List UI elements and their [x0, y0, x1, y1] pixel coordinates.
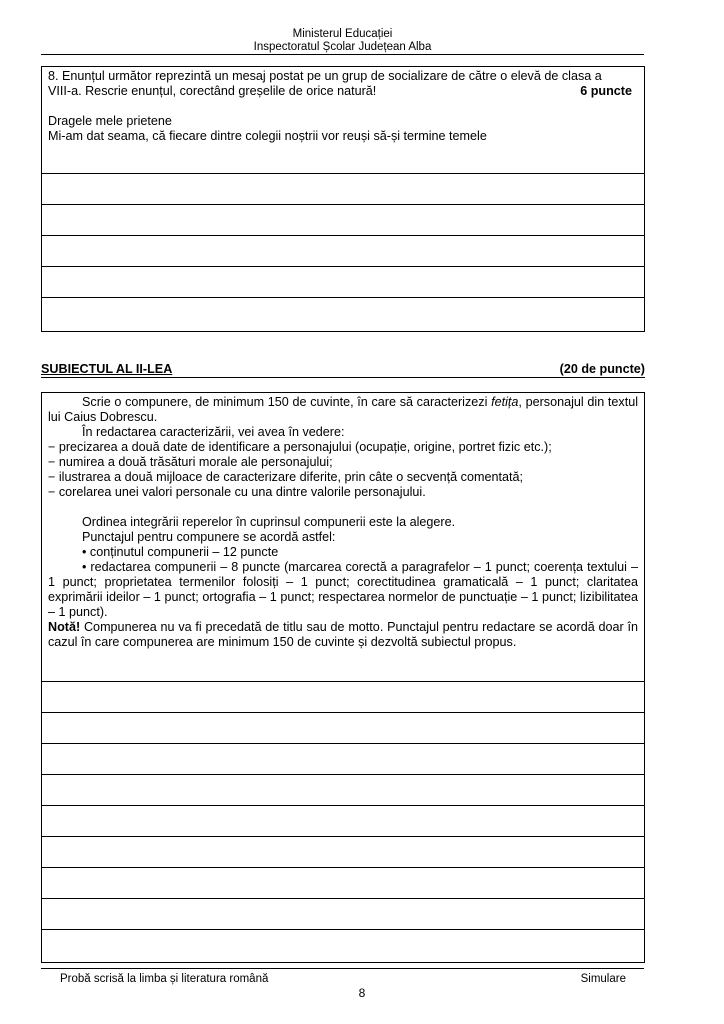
character-name: fetița — [491, 395, 519, 409]
exercise-8-prompt-line2: VIII-a. Rescrie enunțul, corectând greșelile de orice natură! — [48, 84, 377, 98]
page-header — [41, 28, 644, 53]
header-ministry: Ministerul Educației — [292, 28, 393, 40]
section-2-title: SUBIECTUL AL II-LEA — [41, 362, 173, 376]
writing-line[interactable] — [42, 173, 644, 204]
header-divider — [41, 54, 644, 55]
writing-line[interactable] — [42, 712, 644, 743]
criterion-item: − ilustrarea a două mijloace de caracterizare diferite, prin câte o secvență comentată; — [48, 470, 523, 484]
writing-lines[interactable] — [42, 173, 644, 331]
instructions-heading: În redactarea caracterizării, vei avea în vedere: — [82, 425, 345, 439]
writing-line[interactable] — [42, 266, 644, 297]
note-label: Notă! — [48, 620, 81, 634]
footer-exam-name: Probă scrisă la limba și literatura română — [60, 973, 269, 985]
writing-line[interactable] — [42, 204, 644, 235]
writing-line[interactable] — [42, 743, 644, 774]
header-inspectorate: Inspectoratul Școlar Județean Alba — [253, 40, 432, 53]
criterion-item: − corelarea unei valori personale cu una dintre valorile personajului. — [48, 485, 426, 499]
note: Notă! Compunerea nu va fi precedată de titlu sau de motto. Punctajul pentru redactare se acordă doar în cazul în care compunerea are minimum 150 de cuvinte și dezvoltă subiectul propus. — [48, 620, 638, 649]
message-greeting: Dragele mele prietene — [48, 114, 172, 128]
scoring-heading: Punctajul pentru compunere se acordă astfel: — [82, 530, 336, 544]
scoring-redaction: • redactarea compunerii – 8 puncte (marcarea corectă a paragrafelor – 1 punct; coerența textului – 1 punct; proprietatea termenilor folosiți – 1 punct; corectitudinea gramaticală – 1 punct; claritatea exprimării ideilor – 1 punct; ortografia – 1 punct; respectarea normelor de punctuație – 1 punct; lizibilitatea – 1 punct). — [48, 560, 638, 619]
message-text: Mi-am dat seama, că fiecare dintre colegii noștrii vor reuși să-și termine temele — [48, 129, 487, 143]
page-number: 8 — [358, 986, 366, 1000]
section-2-box — [41, 392, 645, 963]
writing-line[interactable] — [42, 898, 644, 929]
scoring-content: • conținutul compunerii – 12 puncte — [82, 545, 279, 559]
footer-divider — [41, 968, 644, 969]
writing-line[interactable] — [42, 297, 644, 331]
exercise-8-points: 6 puncte — [580, 84, 632, 98]
writing-lines[interactable] — [42, 681, 644, 962]
writing-line[interactable] — [42, 805, 644, 836]
writing-line[interactable] — [42, 929, 644, 962]
writing-line[interactable] — [42, 836, 644, 867]
exercise-8-prompt-line1: 8. Enunțul următor reprezintă un mesaj postat pe un grup de socializare de către o elevă de clasa a — [48, 69, 602, 83]
essay-prompt: Scrie o compunere, de minimum 150 de cuvinte, în care să caracterizezi fetița, personajul din textul lui Caius Dobrescu. — [48, 395, 639, 424]
writing-line[interactable] — [42, 235, 644, 266]
exercise-8-box — [41, 66, 645, 332]
section-2-title-bar — [41, 362, 645, 378]
writing-line[interactable] — [42, 867, 644, 898]
section-2-points: (20 de puncte) — [559, 362, 645, 376]
criterion-item: − precizarea a două date de identificare a personajului (ocupație, origine, portret fizic etc.); — [48, 440, 552, 454]
order-note: Ordinea integrării reperelor în cuprinsul compunerii este la alegere. — [82, 515, 456, 529]
criterion-item: − numirea a două trăsături morale ale personajului; — [48, 455, 333, 469]
writing-line[interactable] — [42, 681, 644, 712]
writing-line[interactable] — [42, 774, 644, 805]
footer-exam-type: Simulare — [580, 973, 626, 985]
